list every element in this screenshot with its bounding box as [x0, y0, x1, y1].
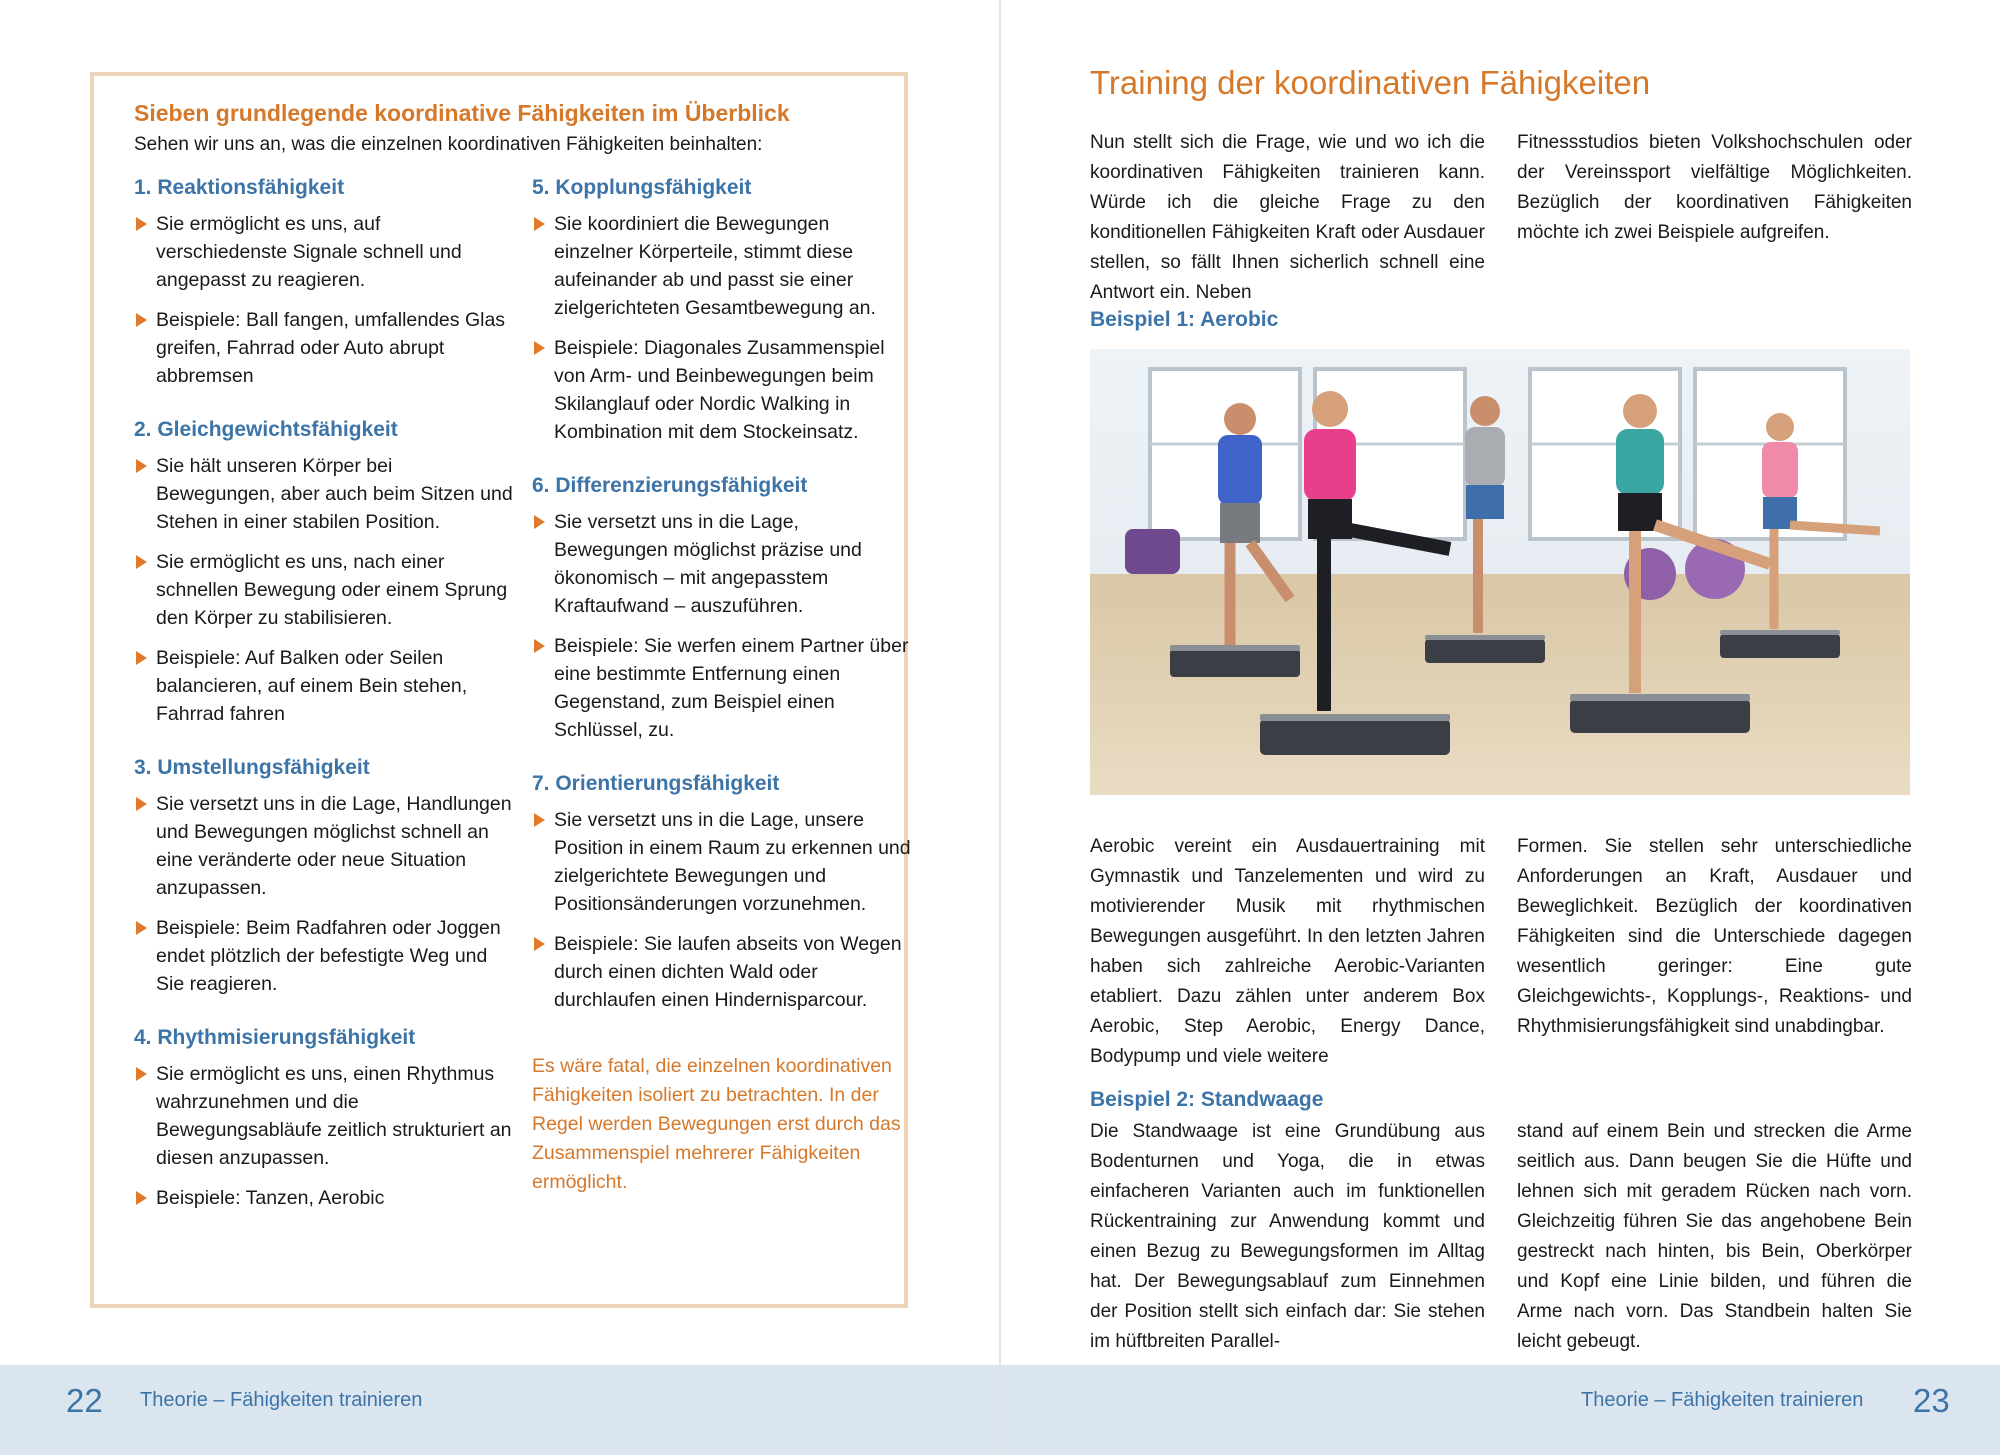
page-number: 23	[1913, 1382, 1950, 1419]
box-column-1	[134, 176, 514, 1240]
footer-left	[0, 1365, 999, 1455]
list-item: Sie hält unseren Körper bei Bewegungen, aber auch beim Sitzen und Stehen in einer stabilen Position.	[134, 452, 514, 536]
arrow-bullet-icon	[136, 1191, 147, 1205]
list-item: Sie ermöglicht es uns, auf verschiedenste Signale schnell und angepasst zu reagieren.	[134, 210, 514, 294]
list-item: Beispiele: Sie werfen einem Partner über eine bestimmte Entfernung einen Gegenstand, zum Beispiel einen Schlüssel, zu.	[532, 632, 912, 744]
skill-heading: 7. Orientierungsfähigkeit	[532, 772, 780, 795]
skill-heading: 5. Kopplungsfähigkeit	[532, 176, 752, 199]
intro-column-2: Fitnessstudios bieten Volkshochschulen oder der Vereinssport vielfältige Möglichkeiten. Bezüglich der koordinativen Fähigkeiten möchte ich zwei Beispiele aufgreifen.	[1517, 132, 1912, 243]
list-item: Sie versetzt uns in die Lage, Handlungen und Bewegungen möglichst schnell an eine veränderte oder neue Situation anzupassen.	[134, 790, 514, 902]
example-2-heading: Beispiel 2: Standwaage	[1090, 1088, 1324, 1111]
page-title: Training der koordinativen Fähigkeiten	[1090, 64, 1651, 101]
example-1-heading: Beispiel 1: Aerobic	[1090, 308, 1279, 331]
page-number: 22	[66, 1382, 103, 1419]
example-1-column-2: Formen. Sie stellen sehr unterschiedliche Anforderungen an Kraft, Ausdauer und Beweglichkeit. Bezüglich der koordinativen Fähigkeiten sind die Unterschiede dagegen wesentlich geringer: Eine gute Gleichgewichts-, Kopplungs-, Reaktions- und Rhythmisierungsfähigkeit sind unabdingbar.	[1517, 836, 1912, 1037]
arrow-bullet-icon	[136, 651, 147, 665]
skill-heading: 6. Differenzierungsfähigkeit	[532, 474, 808, 497]
right-page	[1000, 0, 2000, 1455]
arrow-bullet-icon	[534, 813, 545, 827]
example-1-column-1: Aerobic vereint ein Ausdauertraining mit Gymnastik und Tanzelementen und wird zu motivierender Musik mit rhythmischen Bewegungen ausgeführt. In den letzten Jahren haben sich zahlreiche Aerobic-Varianten etabliert. Dazu zählen unter anderem Box Aerobic, Step Aerobic, Energy Dance, Bodypump und viele weitere	[1090, 836, 1485, 1067]
skill-section-gleichgewicht	[134, 418, 514, 728]
arrow-bullet-icon	[136, 1067, 147, 1081]
aerobic-class-image	[1090, 349, 1910, 795]
skill-heading: 1. Reaktionsfähigkeit	[134, 176, 345, 199]
arrow-bullet-icon	[534, 341, 545, 355]
list-item: Sie koordiniert die Bewegungen einzelner Körperteile, stimmt diese aufeinander ab und passt sie einer zielgerichteten Gesamtbewegung an.	[532, 210, 912, 322]
running-footer: Theorie – Fähigkeiten trainieren	[1581, 1389, 1864, 1411]
example-2-column-1: Die Standwaage ist eine Grundübung aus Bodenturnen und Yoga, die in etwas einfacheren Varianten auch im funktionellen Rückentraining zur Anwendung kommt und einen Bezug zu Bewegungsformen im Alltag hat. Der Bewegungsablauf zum Einnehmen der Position stellt sich einfach dar: Sie stehen im hüftbreiten Parallel-	[1090, 1121, 1485, 1352]
skill-section-reaktion	[134, 176, 514, 390]
skill-heading: 3. Umstellungsfähigkeit	[134, 756, 370, 779]
list-item: Sie versetzt uns in die Lage, Bewegungen möglichst präzise und ökonomisch – mit angepasstem Kraftaufwand – auszuführen.	[532, 508, 912, 620]
arrow-bullet-icon	[534, 515, 545, 529]
list-item: Beispiele: Tanzen, Aerobic	[134, 1184, 514, 1212]
list-item: Beispiele: Sie laufen abseits von Wegen durch einen dichten Wald oder durchlaufen einen Hindernisparcour.	[532, 930, 912, 1014]
info-box	[90, 72, 911, 1308]
arrow-bullet-icon	[136, 797, 147, 811]
arrow-bullet-icon	[136, 555, 147, 569]
list-item: Sie ermöglicht es uns, nach einer schnellen Bewegung oder einem Sprung den Körper zu stabilisieren.	[134, 548, 514, 632]
list-item: Beispiele: Beim Radfahren oder Joggen endet plötzlich der befestigte Weg und Sie reagieren.	[134, 914, 514, 998]
footer-right	[1001, 1365, 2000, 1455]
skill-section-umstellung	[134, 756, 514, 998]
list-item: Sie versetzt uns in die Lage, unsere Position in einem Raum zu erkennen und zielgerichtete Bewegungen und Positionsänderungen vorzunehmen.	[532, 806, 912, 918]
list-item: Beispiele: Ball fangen, umfallendes Glas greifen, Fahrrad oder Auto abrupt abbremsen	[134, 306, 514, 390]
list-item: Sie ermöglicht es uns, einen Rhythmus wahrzunehmen und die Bewegungsabläufe zeitlich strukturiert an diesen anzupassen.	[134, 1060, 514, 1172]
skill-section-orientierung	[532, 772, 912, 1014]
box-intro: Sehen wir uns an, was die einzelnen koordinativen Fähigkeiten beinhalten:	[134, 134, 763, 155]
running-footer: Theorie – Fähigkeiten trainieren	[140, 1389, 423, 1411]
example-2-column-2: stand auf einem Bein und strecken die Arme seitlich aus. Dann beugen Sie die Hüfte und lehnen sich mit geradem Rücken nach vorn. Gleichzeitig führen Sie das angehobene Bein gestreckt nach hinten, bis Bein, Oberkörper und Kopf eine Linie bilden, und führen die Arme nach vorn. Das Standbein halten Sie leicht gebeugt.	[1517, 1121, 1912, 1352]
arrow-bullet-icon	[136, 313, 147, 327]
skill-heading: 4. Rhythmisierungsfähigkeit	[134, 1026, 416, 1049]
arrow-bullet-icon	[136, 217, 147, 231]
pull-quote: Es wäre fatal, die einzelnen koordinativen Fähigkeiten isoliert zu betrachten. In der Regel werden Bewegungen erst durch das Zusammenspiel mehrerer Fähigkeiten ermöglicht.	[532, 1055, 901, 1193]
list-item: Beispiele: Diagonales Zusammenspiel von Arm- und Beinbewegungen beim Skilanglauf oder Nordic Walking in Kombination mit dem Stockeinsatz.	[532, 334, 912, 446]
skill-heading: 2. Gleichgewichtsfähigkeit	[134, 418, 398, 441]
aerobic-photo	[1090, 349, 1910, 795]
box-column-2	[532, 176, 912, 1197]
intro-column-1: Nun stellt sich die Frage, wie und wo ich die koordinativen Fähigkeiten trainieren kann. Würde ich die gleiche Frage zu den konditionellen Fähigkeiten Kraft oder Ausdauer stellen, so fällt Ihnen sicherlich schnell eine Antwort ein. Neben	[1090, 132, 1485, 303]
arrow-bullet-icon	[136, 459, 147, 473]
arrow-bullet-icon	[534, 217, 545, 231]
list-item: Beispiele: Auf Balken oder Seilen balancieren, auf einem Bein stehen, Fahrrad fahren	[134, 644, 514, 728]
skill-section-differenzierung	[532, 474, 912, 744]
arrow-bullet-icon	[136, 921, 147, 935]
arrow-bullet-icon	[534, 639, 545, 653]
box-title: Sieben grundlegende koordinative Fähigkeiten im Überblick	[134, 100, 790, 126]
skill-section-kopplung	[532, 176, 912, 446]
skill-section-rhythmisierung	[134, 1026, 514, 1212]
arrow-bullet-icon	[534, 937, 545, 951]
